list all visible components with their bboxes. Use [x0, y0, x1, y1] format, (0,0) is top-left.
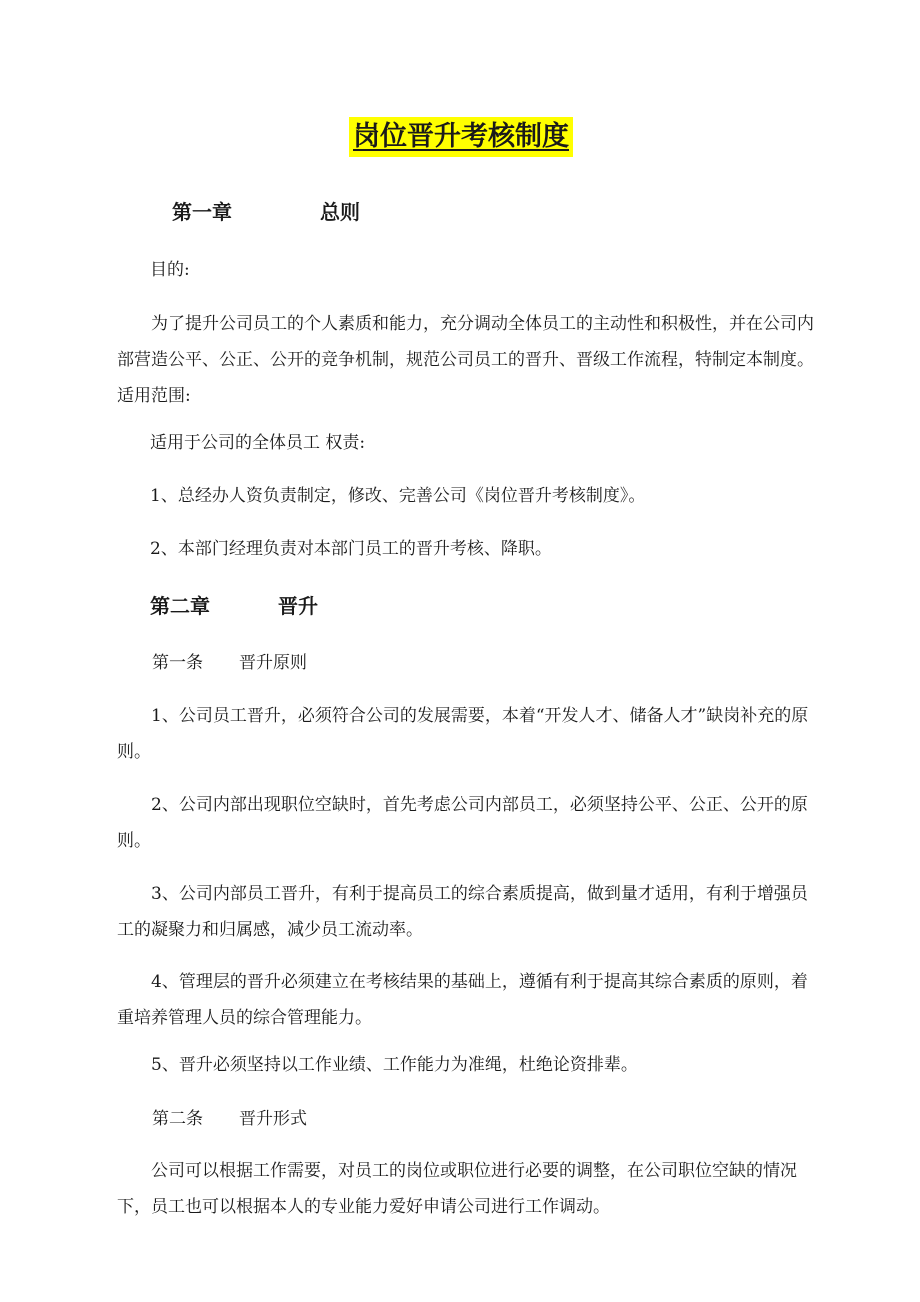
- responsibility-item-1: 1、总经办人资负责制定，修改、完善公司《岗位晋升考核制度》。: [150, 486, 646, 506]
- article-2-paragraph: [117, 1153, 817, 1225]
- responsibility-item-2: 2、本部门经理负责对本部门员工的晋升考核、降职。: [150, 539, 552, 559]
- document-title: 岗位晋升考核制度: [349, 117, 573, 157]
- article-1-number: 第一条: [152, 653, 203, 673]
- chapter-2-heading: [150, 592, 318, 620]
- principle-text-2: 2、公司内部出现职位空缺时，首先考虑公司内部员工，必须坚持公平、公正、公开的原则。: [117, 795, 808, 851]
- principle-text-4: 4、管理层的晋升必须建立在考核结果的基础上，遵循有利于提高其综合素质的原则，着重培养管理人员的综合管理能力。: [117, 972, 808, 1028]
- purpose-label: 目的:: [150, 260, 190, 280]
- principle-item-4: [117, 964, 817, 1036]
- article-2-heading: [152, 1107, 307, 1131]
- article-2-number: 第二条: [152, 1109, 203, 1129]
- chapter-2-number: 第二章: [150, 594, 210, 618]
- chapter-2-name: 晋升: [278, 594, 318, 618]
- chapter-1-heading: [172, 198, 360, 226]
- principle-text-1: 1、公司员工晋升，必须符合公司的发展需要，本着“开发人才、储备人才”缺岗补充的原则。: [117, 706, 809, 762]
- article-1-heading: [152, 651, 307, 675]
- chapter-1-number: 第一章: [172, 200, 232, 224]
- article-1-name: 晋升原则: [239, 653, 307, 673]
- principle-item-5: 5、晋升必须坚持以工作业绩、工作能力为准绳，杜绝论资排辈。: [151, 1055, 638, 1075]
- principle-item-3: [117, 876, 817, 948]
- principle-item-1: [117, 698, 817, 770]
- article-2-name: 晋升形式: [239, 1109, 307, 1129]
- chapter-1-name: 总则: [320, 200, 360, 224]
- principle-text-3: 3、公司内部员工晋升，有利于提高员工的综合素质提高，做到量才适用，有利于增强员工的凝聚力和归属感，减少员工流动率。: [117, 884, 808, 940]
- scope-text: 适用于公司的全体员工 权责:: [150, 433, 366, 453]
- purpose-text: 为了提升公司员工的个人素质和能力，充分调动全体员工的主动性和积极性，并在公司内部营造公平、公正、公开的竞争机制，规范公司员工的晋升、晋级工作流程，特制定本制度。 适用范围:: [117, 314, 814, 406]
- purpose-paragraph: [117, 306, 817, 414]
- article-2-text: 公司可以根据工作需要，对员工的岗位或职位进行必要的调整，在公司职位空缺的情况下，员工也可以根据本人的专业能力爱好申请公司进行工作调动。: [117, 1161, 797, 1217]
- principle-item-2: [117, 787, 817, 859]
